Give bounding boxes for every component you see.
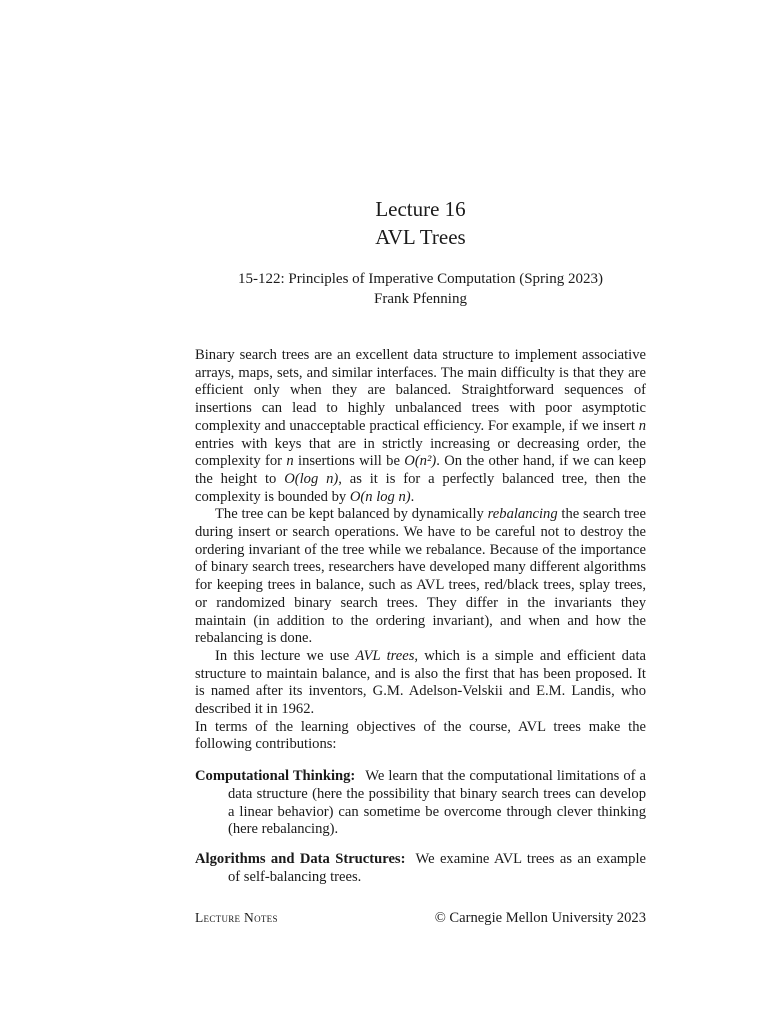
objective-item (195, 851, 646, 886)
footer-left: Lecture Notes (195, 910, 278, 925)
paragraph-4: In terms of the learning objectives of the course, AVL trees make the following contributions: (195, 718, 646, 753)
objective-item (195, 768, 646, 839)
emphasis: rebalancing (487, 506, 558, 523)
body-text (195, 347, 646, 754)
course-name: 15-122: Principles of Imperative Computation (Spring 2023) (238, 271, 603, 287)
text-run: insertions will be (293, 453, 405, 470)
math-complexity: O(log n) (284, 470, 339, 487)
objective-text: We learn that the computational limitations of a data structure (here the possibility that binary search trees can develop a linear behavior) can sometime be overcome through clever thinking (here rebalancing). (228, 768, 646, 838)
objectives-list (195, 768, 646, 886)
paragraph-2 (195, 506, 646, 648)
text-run: entries with keys that are in strictly increasing or decreasing order, the complexity for (195, 435, 646, 470)
text-run: . On the other hand, if we can keep the height to (195, 453, 647, 487)
page-footer (195, 909, 646, 927)
text-run: Binary search trees are an excellent data structure to implement associative arrays, maps, sets, and similar interfaces. The main difficulty is that they are efficient only when they are balanced. Straightforward sequences of insertions can lead to highly unbalanced trees with poor asymptotic complexity and unacceptable practical efficiency. For example, if we insert (195, 347, 646, 434)
lecture-number: Lecture 16 (375, 197, 466, 221)
text-run: the search tree during insert or search operations. We have to be careful not to destroy the ordering invariant of the tree while we rebalance. Because of the importance of binary search trees, researchers have developed many different algorithms for keeping trees in balance, such as AVL trees, red/black trees, splay trees, or randomized binary search trees. They differ in the invariants they maintain (in addition to the ordering invariant), and when and how the rebalancing is done. (195, 506, 646, 647)
footer-right: © Carnegie Mellon University 2023 (434, 910, 646, 926)
title-block (195, 195, 646, 251)
page-content (195, 195, 646, 898)
math-n: n (286, 453, 294, 470)
course-meta (195, 269, 646, 309)
emphasis: AVL trees (355, 647, 415, 664)
math-complexity: O(n²) (404, 453, 437, 470)
text-run: In this lecture we use (215, 647, 356, 664)
objective-term: Computational Thinking: (195, 768, 356, 785)
objective-term: Algorithms and Data Structures: (195, 850, 406, 867)
lecture-title: AVL Trees (375, 225, 466, 249)
text-run: , as it is for a perfectly balanced tree, then the complexity is bounded by (195, 470, 646, 505)
text-run: The tree can be kept balanced by dynamically (215, 506, 488, 523)
paragraph-3 (195, 648, 646, 719)
text-run: . (410, 488, 415, 505)
text-run: , which is a simple and efficient data structure to maintain balance, and is also the first that has been proposed. It is named after its inventors, G.M. Adelson-Velskii and E.M. Landis, who described it in 1962. (195, 647, 646, 718)
math-complexity: O(n log n) (349, 488, 411, 505)
author-name: Frank Pfenning (374, 291, 467, 307)
paragraph-1 (195, 347, 646, 506)
math-n: n (638, 417, 646, 434)
objective-text: We examine AVL trees as an example of self-balancing trees. (228, 850, 646, 885)
